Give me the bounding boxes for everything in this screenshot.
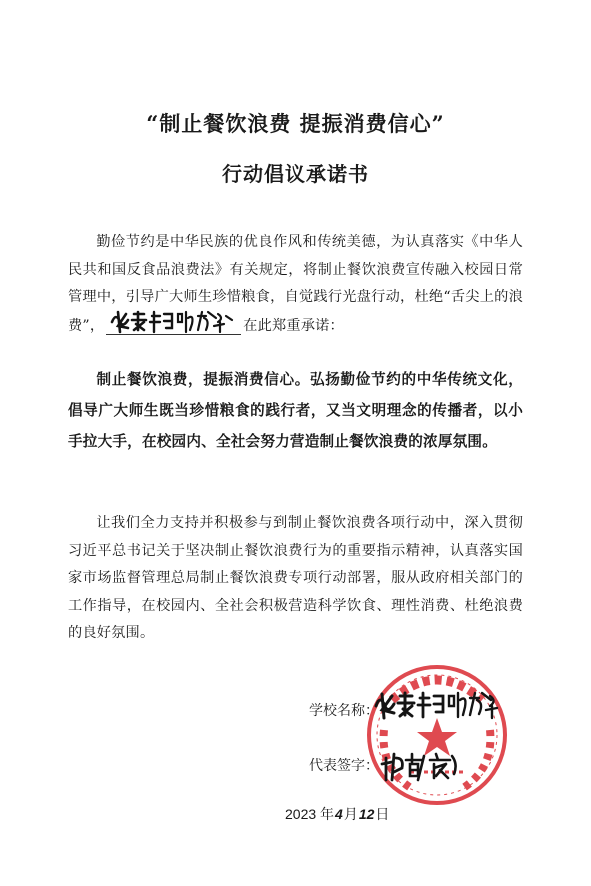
paragraph-1 — [68, 229, 523, 340]
date-day: 12 — [358, 806, 375, 822]
school-name-label: 学校名称： — [309, 703, 379, 719]
paragraph-2-bold — [68, 364, 523, 457]
representative-signature-label: 代表签字： — [309, 758, 379, 774]
title-line-1: “制止餐饮浪费 提振消费信心” — [146, 111, 445, 136]
date-year: 2023 年 — [285, 806, 335, 822]
date-day-suffix: 日 — [375, 806, 390, 822]
official-seal-stamp — [362, 660, 512, 810]
paragraph-3-text: 让我们全力支持并积极参与到制止餐饮浪费各项行动中，深入贯彻习近平总书记关于坚决制止餐饮浪费行为的重要指示精神，认真落实国家市场监督管理总局制止餐饮浪费专项行动部署，服从政府相关部门的工作指导，在校园内、全社会积极营造科学饮食、理性消费、杜绝浪费的良好氛围。 — [68, 515, 523, 641]
handwritten-school-signature — [372, 688, 502, 722]
handwritten-representative-signature — [380, 748, 476, 784]
date-month-suffix: 月 — [343, 806, 358, 822]
date-month: 4 — [335, 806, 343, 822]
signing-date — [285, 804, 389, 824]
paragraph-3 — [68, 510, 523, 648]
school-signature-inline — [106, 312, 241, 335]
handwritten-school-name-inline — [108, 308, 238, 334]
paragraph-2-text: 制止餐饮浪费，提振消费信心。弘扬勤俭节约的中华传统文化，倡导广大师生既当珍惜粮食的践行者，又当文明理念的传播者，以小手拉大手，在校园内、全社会努力营造制止餐饮浪费的浓厚氛围。 — [68, 371, 523, 450]
paragraph-1-text: 勤俭节约是中华民族的优良作风和传统美德，为认真落实《中华人民共和国反食品浪费法》有关规定，将制止餐饮浪费宣传融入校园日常管理中，引导广大师生珍惜粮食，自觉践行光盘行动，杜绝“舌尖上的浪费”， — [68, 234, 523, 334]
paragraph-1-tail: 在此郑重承诺： — [243, 317, 344, 334]
title-line-2: 行动倡议承诺书 — [222, 162, 369, 186]
